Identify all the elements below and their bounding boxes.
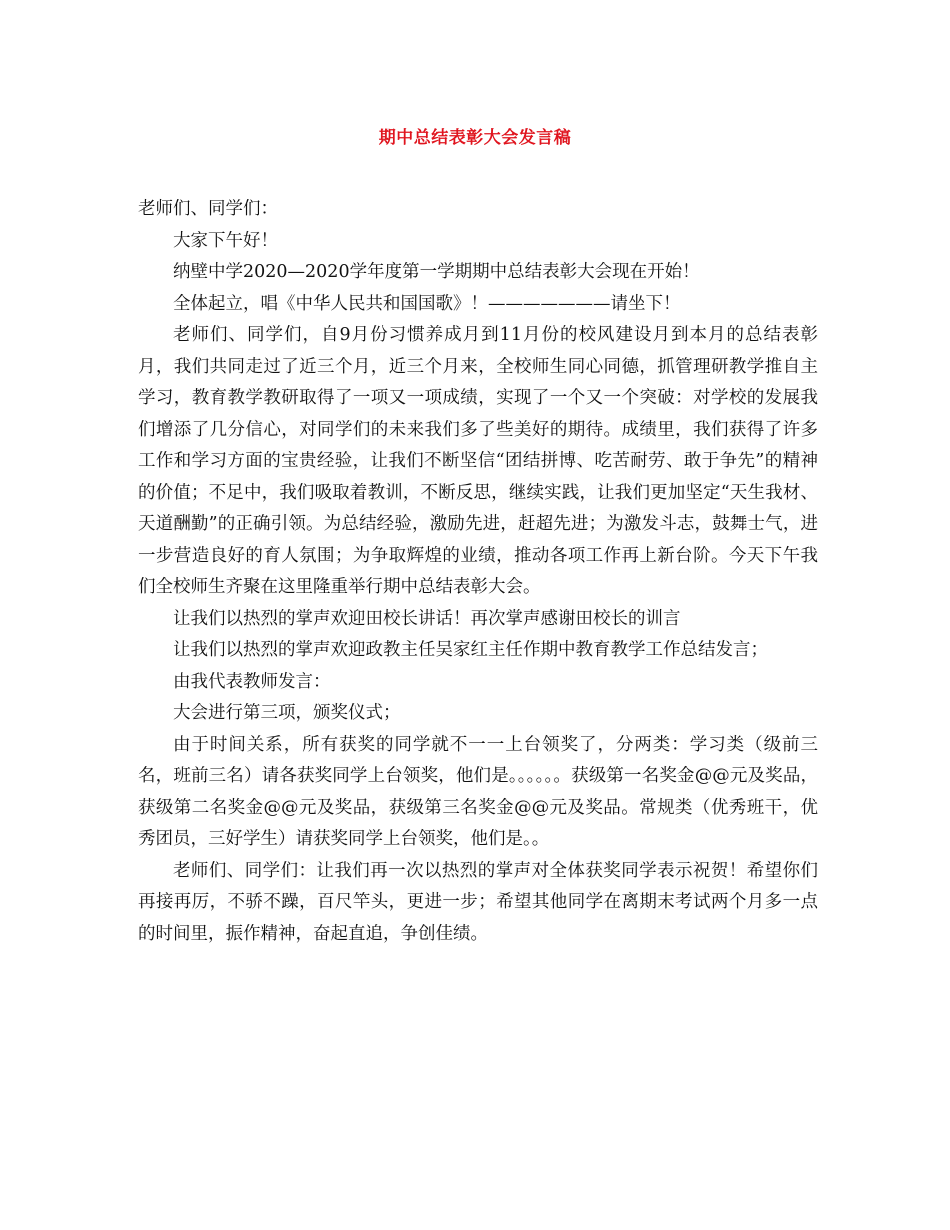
document-body — [138, 194, 818, 950]
paragraph-anthem: 全体起立，唱《中华人民共和国国歌》！———————请坐下！ — [173, 293, 681, 314]
paragraph-teacher-speech: 由我代表教师发言： — [173, 671, 331, 692]
paragraph-salutation: 老师们、同学们： — [138, 199, 278, 219]
paragraph-opening: 纳壁中学2020—2020学年度第一学期期中总结表彰大会现在开始！ — [173, 262, 700, 282]
paragraph-award-details: 由于时间关系，所有获奖的同学就不一一上台领奖了，分两类：学习类（级前三名，班前三名）请各获奖同学上台领奖，他们是。。。。。。获级第一名奖金@@元及奖品，获级第二名奖金@@元及奖品，获级第三名奖金@@元及奖品。常规类（优秀班干，优秀团员，三好学生）请获奖同学上台领奖，他们是。。 — [138, 734, 818, 849]
paragraph-director-speech: 让我们以热烈的掌声欢迎政教主任吴家红主任作期中教育教学工作总结发言； — [173, 640, 768, 660]
paragraph-award-ceremony: 大会进行第三项，颁奖仪式； — [173, 703, 401, 723]
paragraph-greeting: 大家下午好！ — [173, 230, 278, 251]
document-title: 期中总结表彰大会发言稿 — [378, 128, 572, 148]
paragraph-principal-speech: 让我们以热烈的掌声欢迎田校长讲话！再次掌声感谢田校长的训言 — [173, 608, 681, 629]
paragraph-main-speech: 老师们、同学们，自9月份习惯养成月到11月份的校风建设月到本月的总结表彰月，我们共同走过了近三个月，近三个月来，全校师生同心同德，抓管理研教学推自主学习，教育教学教研取得了一项又一项成绩，实现了一个又一个突破：对学校的发展我们增添了几分信心，对同学们的未来我们多了些美好的期待。成绩里，我们获得了许多工作和学习方面的宝贵经验，让我们不断坚信“团结拼博、吃苦耐劳、敢于争先”的精神的价值；不足中，我们吸取着教训，不断反思，继续实践，让我们更加坚定“天生我材、天道酬勤”的正确引领。为总结经验，激励先进，赶超先进；为激发斗志，鼓舞士气，进一步营造良好的育人氛围；为争取辉煌的业绩，推动各项工作再上新台阶。今天下午我们全校师生齐聚在这里隆重举行期中总结表彰大会。 — [138, 325, 818, 597]
paragraph-closing: 老师们、同学们：让我们再一次以热烈的掌声对全体获奖同学表示祝贺！希望你们再接再厉，不骄不躁，百尺竿头，更进一步；希望其他同学在离期末考试两个月多一点的时间里，振作精神，奋起直追，争创佳绩。 — [138, 860, 818, 944]
